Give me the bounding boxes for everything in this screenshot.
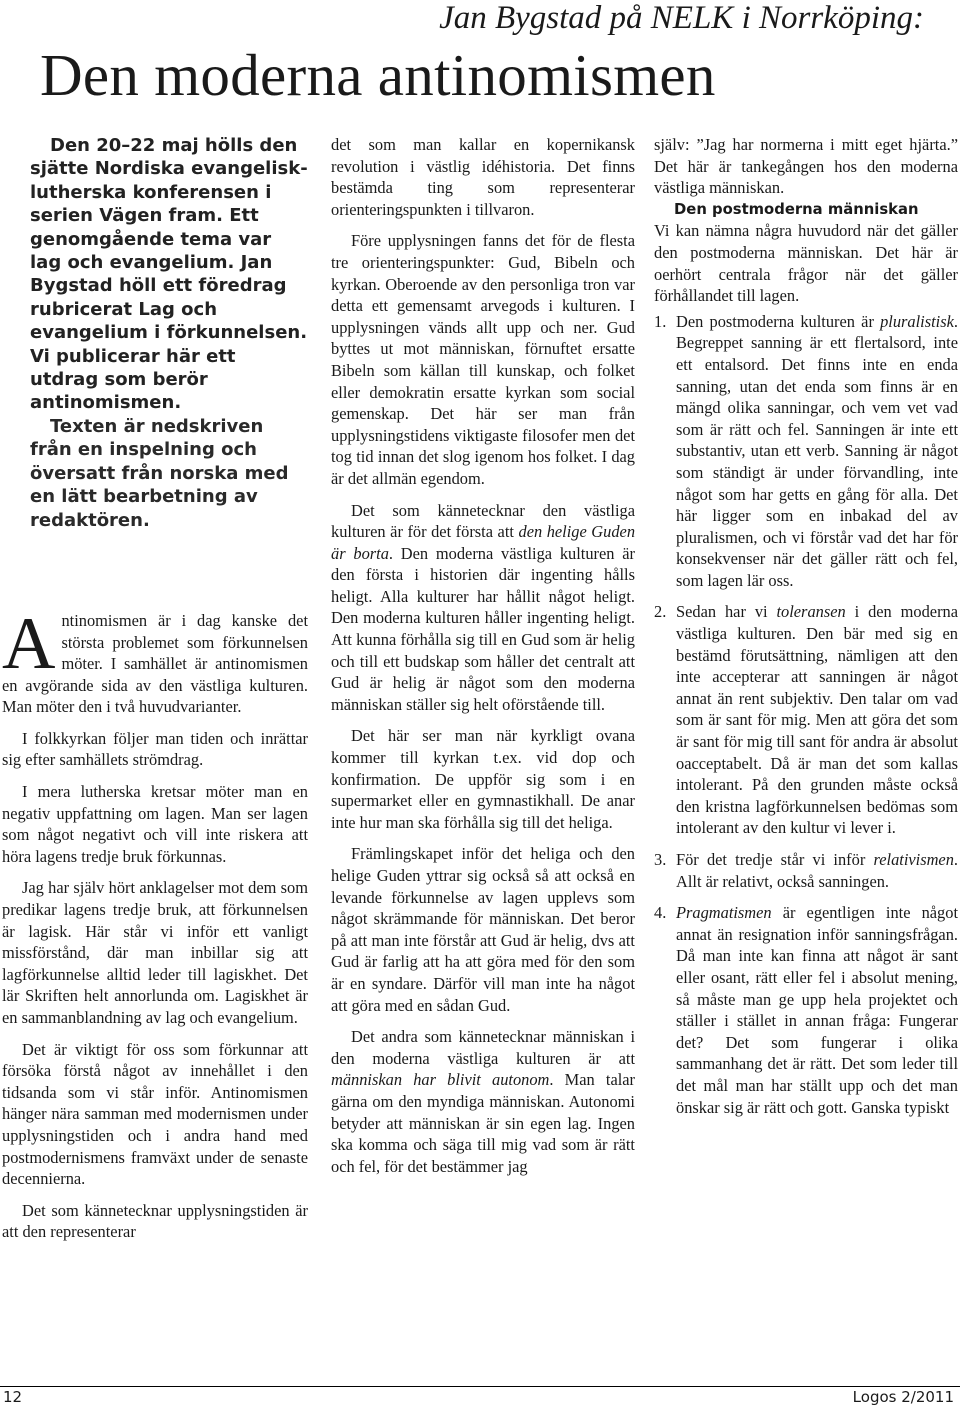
col3-paragraph-2: Vi kan nämna några huvudord när det gäller den postmoderna människan. Det här är oerhört centrala frågor när det gäller förhållandet till lagen. — [654, 221, 958, 306]
col2-paragraph-4: Det här ser man när kyrkligt ovana kommer till kyrkan t.ex. vid dop och konfirmation. De uppför sig som i en supermarket eller en gymnastikhall. De anar inte hur man ska förhålla sig till det heliga. — [331, 726, 635, 832]
col2-paragraph-2: Före upplysningen fanns det för de flesta tre orienteringspunkter: Gud, Bibeln och kyrkan. Oberoende av den personliga tron var detta ett gemensamt arvegods i kulturen. I upplysningen vänds allt upp och ner. Gud byttes ut mot människan, förnuftet ersatte Bibeln som källan till kunskap, och folket eller demokratin ersatte kyrkan som social gemenskap. Det här ser man från upplysningstidens viktigaste filosofer men det tog tid innan det slog igenom hos folket. I dag är det allmän egendom. — [331, 231, 635, 488]
article-kicker: Jan Bygstad på NELK i Norrköping: — [439, 0, 924, 36]
body-start — [2, 602, 308, 718]
col1-paragraph-1: ntinomismen är i dag kanske det största problemet som förkunnelsen möter. I samhället är antinomismen en avgörande sida av den västliga kulturen. Man möter den i två huvudvarianter. — [2, 610, 308, 717]
article-title: Den moderna antinomismen — [40, 42, 716, 108]
col1-paragraph-6: Det som kännetecknar upplysningstiden är att den representerar — [2, 1200, 308, 1242]
emphasis-text: den helige Guden är borta — [331, 522, 636, 563]
intro-lead: Den 20–22 maj hölls den sjätte Nordiska evangelisk-lutherska konferensen i serien Vägen fram. Ett genomgående tema var lag och evangelium. Jan Bygstad höll ett föredrag rubricerat Lag och evangelium i förkunnelsen. Vi publicerar här ett utdrag som berör antinomismen. — [30, 135, 308, 414]
footer-rule — [0, 1386, 960, 1387]
column-2 — [331, 134, 635, 1177]
col1-paragraph-5: Det är viktigt för oss som förkunnar att försöka förstå något av innehållet i den tidsanda som vi står inför. Antinomismen hänger nära samman med modernismen under upplysningstiden och i andra hand med postmodernismens framväxt under de senaste decennierna. — [2, 1039, 308, 1189]
col2-paragraph-3: Det som kännetecknar den västliga kulturen är för det första att den helige Guden är borta. Den moderna västliga kulturen är den första i historien där ingenting hålls heligt. Alla kulturer har hållit något heligt. Den moderna kulturen håller ingenting heligt. Att kunna förhålla sig till en Gud som är helig och till ett budskap som håller det centralt att Gud är helig är något som den moderna människan ställer sig helt oförstående till. — [331, 500, 636, 714]
drop-cap: A — [2, 602, 56, 685]
col2-paragraph-1: det som man kallar en kopernikansk revolution i västlig idéhistoria. Det finns bestämda ting som representerar orienteringspunkten i tillvaron. — [331, 135, 635, 219]
emphasis-text: människan har blivit autonom — [331, 1070, 550, 1090]
list-item: 1. Den postmoderna kulturen är pluralistisk. Begreppet sanning är ett flertalsord, inte ett entalsord. Det finns inte en enda sanning, utan det enda som finns är en mängd olika sanningar, och vem vet vad som är rätt och fel. Sanningen är inte ett substantiv, utan ett verb. Sanning är något som ständigt är under förvandling, inte något som har getts en gång för alla. Det här ligger som en inbakad del av pluralismen, och vi förstår vad det har för konsekvenser när det gäller rätt och fel, som lagen lär oss. — [654, 311, 958, 590]
col1-paragraph-4: Jag har själv hört anklagelser mot dem som predikar lagens tredje bruk, att förkunnelsen är lagisk. Här står vi inför ett vanligt missförstånd, där man inbillar sig att lagförkunnelse alltid leder till lagiskhet. Det lär Skriften helt annorlunda om. Lagiskhet är en sammanblandning av lag och evangelium. — [2, 878, 308, 1027]
section-heading: Den postmoderna människan — [674, 200, 919, 218]
intro-note: Texten är nedskriven från en inspelning och översatt från norska med en lätt bearbetning av redaktören. — [30, 415, 289, 531]
list-item: 3. För det tredje står vi inför relativismen. Allt är relativt, också sanningen. — [654, 850, 958, 891]
col2-paragraph-6: Det andra som kännetecknar människan i den moderna västliga kulturen är att människan har blivit autonom. Man talar gärna om den myndiga människan. Autonomi betyder att människan är sin egen lag. Ingen ska komma och säga till mig vad som är rätt och fel, för det bestämmer jag — [331, 1027, 636, 1176]
col1-paragraph-2: I folkkyrkan följer man tiden och inrättar sig efter samhällets strömdrag. — [2, 728, 308, 770]
col2-paragraph-5: Främlingskapet inför det heliga och den helige Guden yttrar sig också så att också en levande förkunnelse av lagen upplevs som något skrämmande för människan. Det beror på att man inte förstår att Gud är helig, dvs att Gud är farlig att ha att göra med för den som är en syndare. Därför vill man inte ha något att göra med en sådan Gud. — [331, 844, 635, 1015]
numbered-list — [654, 311, 958, 1118]
list-item: 4. Pragmatismen är egentligen inte något annat än resignation inför sanningsfrågan. Då man inte kan finna att något är sant eller osant, rätt eller fel i absolut mening, så måste man ge upp hela projektet och ställer i stället in annan fråga: Fungerar det? Det som fungerar i olika sammanhang det är rätt. Det som leder till det mål man har ställt upp och det man önskar sig är rätt och gott. Ganska typiskt — [654, 903, 958, 1117]
list-item: 2. Sedan har vi toleransen i den moderna västliga kulturen. Den bär med sig en bestämd förutsättning, nämligen att den inte accepterar att sanningen är något annat än rent subjektiv. Den talar om vad som är sant för mig. Men att göra det som är sant för mig till sant för andra är absolut oacceptabelt. Då är man det som kallas intolerant. På den grunden måste också den kristna lagförkunnelsen bedömas som intolerant av den kultur vi lever i. — [654, 602, 958, 838]
col1-paragraph-3: I mera lutherska kretsar möter man en negativ uppfattning om lagen. Man ser lagen som något negativt och vill inte riskera att höra lagens tredje bruk förkunnas. — [2, 782, 308, 866]
column-3 — [654, 134, 958, 1128]
col3-paragraph-1: själv: ”Jag har normerna i mitt eget hjärta.” Det här är tankegången hos den moderna västliga människan. — [654, 135, 958, 198]
issue-label: Logos 2/2011 — [852, 1388, 954, 1406]
column-1 — [2, 134, 308, 1243]
page-number: 12 — [3, 1388, 23, 1406]
